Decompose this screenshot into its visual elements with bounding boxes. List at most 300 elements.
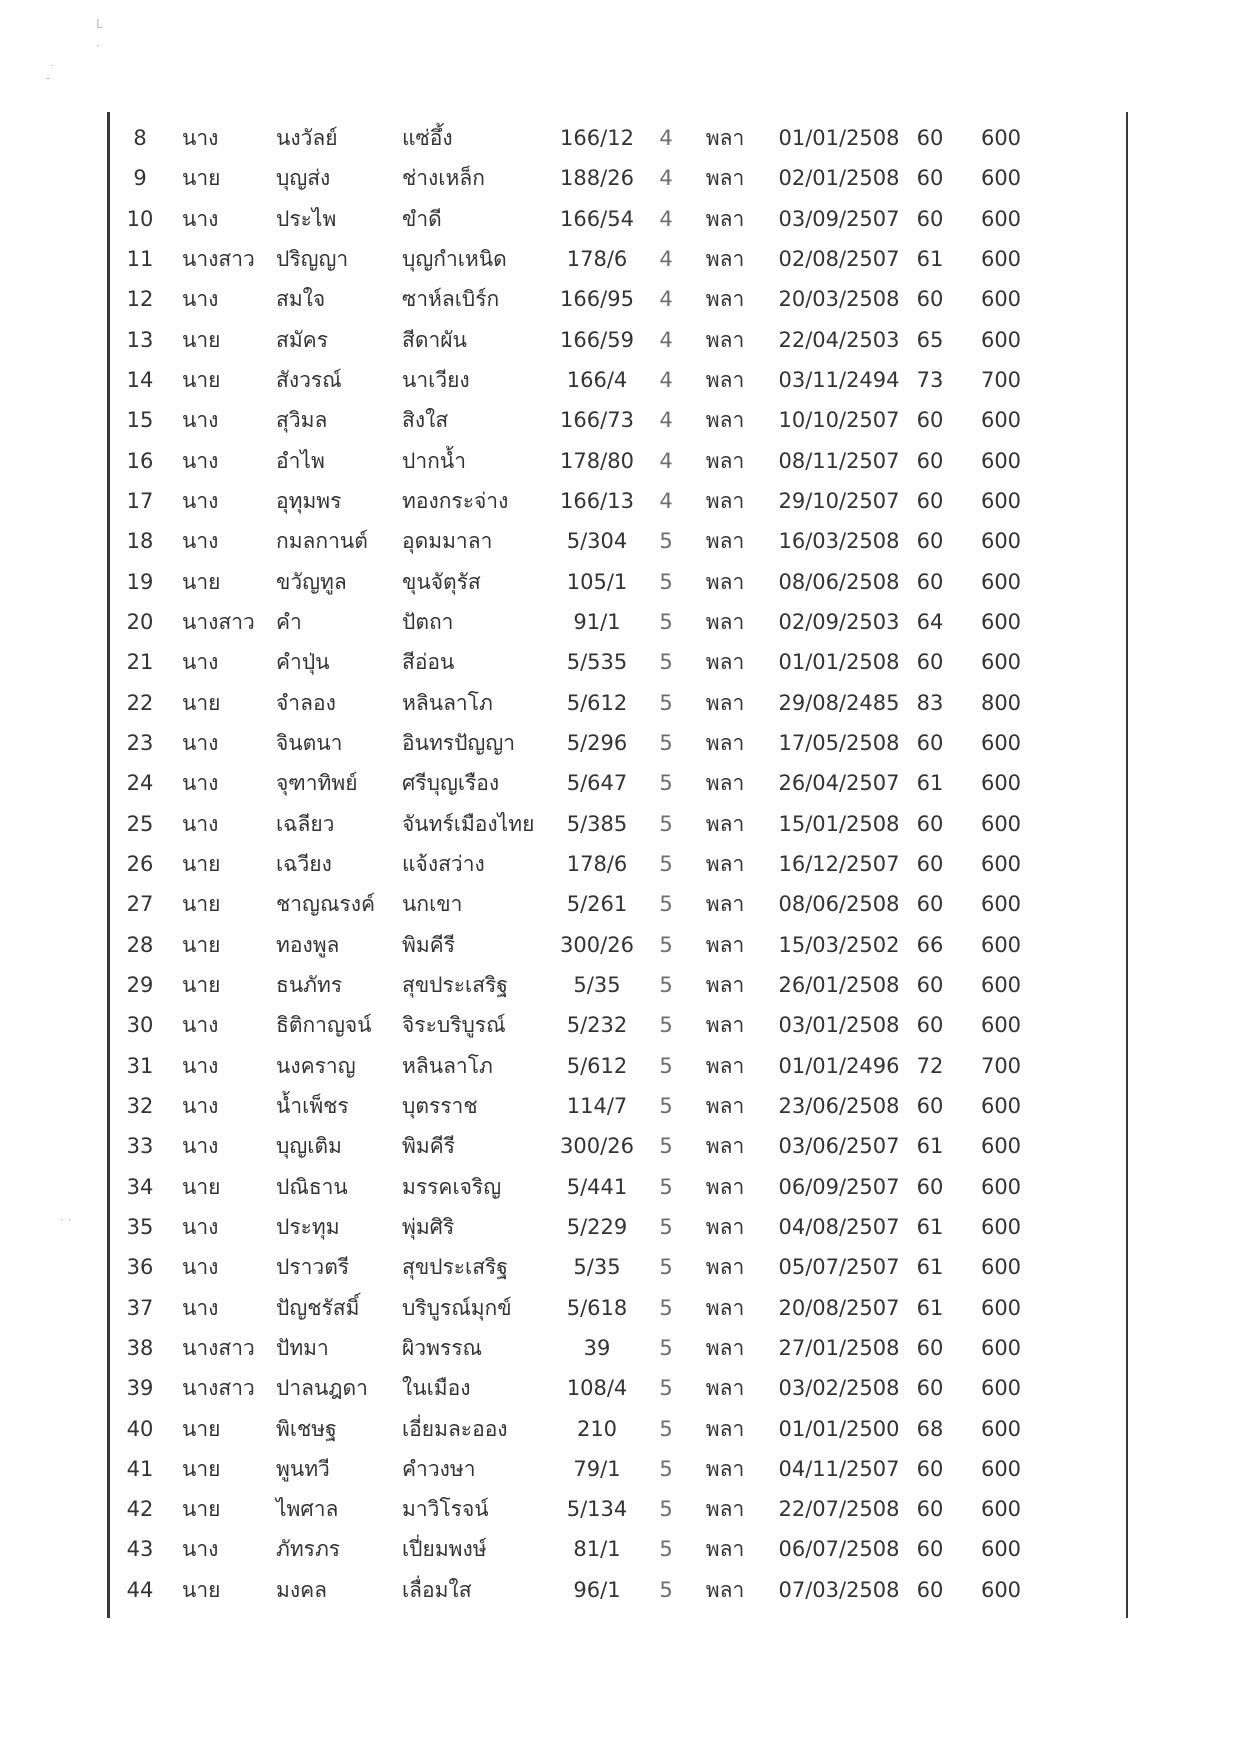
house-number: 5/35 — [573, 1255, 621, 1280]
subdistrict: พลา — [705, 1497, 745, 1522]
first-name: ธิติกาญจน์ — [276, 1013, 372, 1038]
village-number: 5 — [659, 1174, 673, 1199]
allowance-amount: 600 — [980, 972, 1022, 997]
allowance-amount: 700 — [980, 1053, 1022, 1078]
village-number: 5 — [659, 650, 673, 675]
subdistrict: พลา — [705, 1214, 745, 1239]
last-name: บุญกำเหนิด — [402, 246, 507, 271]
village-number: 5 — [659, 811, 673, 836]
age: 60 — [916, 408, 944, 433]
village-number: 4 — [659, 126, 673, 150]
allowance-amount: 800 — [980, 690, 1022, 715]
first-name: คำ — [276, 609, 302, 634]
allowance-amount: 600 — [980, 851, 1022, 876]
table-row — [110, 199, 1126, 239]
house-number: 188/26 — [560, 166, 634, 191]
table-row — [110, 804, 1126, 844]
house-number: 210 — [576, 1416, 618, 1441]
subdistrict: พลา — [705, 1134, 745, 1159]
house-number: 166/59 — [560, 327, 634, 352]
first-name: ปัญชรัสมิ์ — [276, 1295, 360, 1320]
subdistrict: พลา — [705, 327, 745, 352]
name-prefix: นาย — [182, 166, 221, 191]
first-name: พูนทวี — [276, 1456, 330, 1481]
village-number: 5 — [659, 972, 673, 997]
date-of-birth: 03/11/2494 — [778, 367, 900, 392]
table-row — [110, 1409, 1126, 1449]
row-number: 25 — [126, 811, 154, 836]
last-name: สิงใส — [402, 408, 449, 433]
row-number: 29 — [126, 972, 154, 997]
first-name: บุญส่ง — [276, 166, 331, 191]
allowance-amount: 600 — [980, 1295, 1022, 1320]
allowance-amount: 700 — [980, 367, 1022, 392]
village-number: 4 — [659, 488, 673, 513]
allowance-amount: 600 — [980, 650, 1022, 675]
house-number: 300/26 — [560, 1134, 634, 1159]
house-number: 166/13 — [560, 488, 634, 513]
village-number: 4 — [659, 246, 673, 271]
name-prefix: นาง — [182, 1053, 219, 1078]
first-name: เฉวียง — [276, 851, 332, 876]
age: 60 — [916, 1335, 944, 1360]
date-of-birth: 08/11/2507 — [778, 448, 900, 473]
row-number: 15 — [126, 408, 154, 433]
subdistrict: พลา — [705, 206, 745, 231]
allowance-amount: 600 — [980, 1335, 1022, 1360]
age: 61 — [916, 1295, 944, 1320]
row-number: 42 — [126, 1497, 154, 1522]
last-name: ในเมือง — [402, 1376, 471, 1401]
table-row — [110, 1046, 1126, 1086]
first-name: ปาลนฎดา — [276, 1376, 368, 1401]
subdistrict: พลา — [705, 1093, 745, 1118]
village-number: 5 — [659, 892, 673, 917]
name-prefix: นาย — [182, 972, 221, 997]
row-number: 22 — [126, 690, 154, 715]
subdistrict: พลา — [705, 1376, 745, 1401]
house-number: 114/7 — [566, 1093, 628, 1118]
subdistrict: พลา — [705, 166, 745, 191]
date-of-birth: 02/01/2508 — [778, 166, 900, 191]
table-row — [110, 683, 1126, 723]
last-name: ศรีบุญเรือง — [402, 771, 500, 796]
table-row — [110, 1247, 1126, 1287]
row-number: 37 — [126, 1295, 154, 1320]
table-row — [110, 763, 1126, 803]
last-name: บุตรราช — [402, 1093, 478, 1118]
date-of-birth: 03/06/2507 — [778, 1134, 900, 1159]
last-name: ปากน้ำ — [402, 448, 466, 473]
age: 60 — [916, 650, 944, 675]
age: 60 — [916, 730, 944, 755]
table-row — [110, 1529, 1126, 1569]
first-name: ภัทรภร — [276, 1537, 341, 1562]
allowance-amount: 600 — [980, 730, 1022, 755]
subdistrict: พลา — [705, 771, 745, 796]
house-number: 5/261 — [566, 892, 628, 917]
name-prefix: นาง — [182, 1255, 219, 1280]
row-number: 39 — [126, 1376, 154, 1401]
allowance-amount: 600 — [980, 1174, 1022, 1199]
row-number: 13 — [126, 327, 154, 352]
house-number: 5/441 — [566, 1174, 628, 1199]
row-number: 23 — [126, 730, 154, 755]
last-name: พิมคีรี — [402, 1134, 456, 1159]
house-number: 81/1 — [573, 1537, 621, 1562]
first-name: ไพศาล — [276, 1497, 339, 1522]
last-name: พุ่มศิริ — [402, 1214, 455, 1239]
name-prefix: นาง — [182, 730, 219, 755]
table-row — [110, 844, 1126, 884]
village-number: 5 — [659, 1093, 673, 1118]
table-row — [110, 400, 1126, 440]
name-prefix: นาย — [182, 892, 221, 917]
village-number: 5 — [659, 932, 673, 957]
name-prefix: นาง — [182, 408, 219, 433]
age: 68 — [916, 1416, 944, 1441]
allowance-amount: 600 — [980, 932, 1022, 957]
name-prefix: นาง — [182, 287, 219, 312]
date-of-birth: 04/08/2507 — [778, 1214, 900, 1239]
last-name: แจ้งสว่าง — [402, 851, 485, 876]
house-number: 5/618 — [566, 1295, 628, 1320]
house-number: 178/80 — [560, 448, 634, 473]
subdistrict: พลา — [705, 650, 745, 675]
first-name: นงวัลย์ — [276, 126, 338, 150]
date-of-birth: 26/04/2507 — [778, 771, 900, 796]
allowance-amount: 600 — [980, 246, 1022, 271]
table-row — [110, 158, 1126, 198]
row-number: 12 — [126, 287, 154, 312]
row-number: 21 — [126, 650, 154, 675]
first-name: ทองพูล — [276, 932, 340, 957]
house-number: 178/6 — [566, 246, 628, 271]
date-of-birth: 29/10/2507 — [778, 488, 900, 513]
row-number: 27 — [126, 892, 154, 917]
allowance-amount: 600 — [980, 408, 1022, 433]
date-of-birth: 16/12/2507 — [778, 851, 900, 876]
subdistrict: พลา — [705, 1295, 745, 1320]
age: 60 — [916, 1577, 944, 1602]
allowance-amount: 600 — [980, 1376, 1022, 1401]
house-number: 91/1 — [573, 609, 621, 634]
row-number: 14 — [126, 367, 154, 392]
house-number: 5/612 — [566, 690, 628, 715]
name-prefix: นาง — [182, 206, 219, 231]
allowance-amount: 600 — [980, 126, 1022, 150]
village-number: 4 — [659, 448, 673, 473]
date-of-birth: 07/03/2508 — [778, 1577, 900, 1602]
age: 60 — [916, 851, 944, 876]
last-name: คำวงษา — [402, 1456, 476, 1481]
subdistrict: พลา — [705, 851, 745, 876]
age: 60 — [916, 488, 944, 513]
allowance-amount: 600 — [980, 811, 1022, 836]
village-number: 5 — [659, 730, 673, 755]
last-name: ปัตถา — [402, 609, 454, 634]
village-number: 5 — [659, 690, 673, 715]
allowance-amount: 600 — [980, 1497, 1022, 1522]
age: 61 — [916, 771, 944, 796]
date-of-birth: 22/07/2508 — [778, 1497, 900, 1522]
last-name: สุขประเสริฐ — [402, 972, 508, 997]
subdistrict: พลา — [705, 892, 745, 917]
date-of-birth: 26/01/2508 — [778, 972, 900, 997]
table-row — [110, 1570, 1126, 1610]
house-number: 5/232 — [566, 1013, 628, 1038]
table-row — [110, 1167, 1126, 1207]
house-number: 5/229 — [566, 1214, 628, 1239]
last-name: สุขประเสริฐ — [402, 1255, 508, 1280]
subdistrict: พลา — [705, 1577, 745, 1602]
last-name: เปี่ยมพงษ์ — [402, 1537, 487, 1562]
house-number: 5/612 — [566, 1053, 628, 1078]
age: 60 — [916, 811, 944, 836]
table-row — [110, 441, 1126, 481]
allowance-amount: 600 — [980, 1214, 1022, 1239]
name-prefix: นาย — [182, 1577, 221, 1602]
age: 60 — [916, 1537, 944, 1562]
name-prefix: นาย — [182, 327, 221, 352]
village-number: 4 — [659, 408, 673, 433]
name-prefix: นาย — [182, 932, 221, 957]
name-prefix: นาง — [182, 1013, 219, 1038]
village-number: 5 — [659, 1577, 673, 1602]
name-prefix: นาง — [182, 448, 219, 473]
first-name: ประไพ — [276, 206, 337, 231]
house-number: 5/296 — [566, 730, 628, 755]
row-number: 17 — [126, 488, 154, 513]
allowance-amount: 600 — [980, 771, 1022, 796]
last-name: ขำดี — [402, 206, 442, 231]
last-name: สีอ่อน — [402, 650, 455, 675]
last-name: ขุนจัตุรัส — [402, 569, 481, 594]
house-number: 5/385 — [566, 811, 628, 836]
village-number: 5 — [659, 1214, 673, 1239]
house-number: 166/4 — [566, 367, 628, 392]
row-number: 32 — [126, 1093, 154, 1118]
table-row — [110, 1328, 1126, 1368]
age: 60 — [916, 126, 944, 150]
last-name: นาเวียง — [402, 367, 470, 392]
date-of-birth: 29/08/2485 — [778, 690, 900, 715]
village-number: 5 — [659, 1295, 673, 1320]
row-number: 10 — [126, 206, 154, 231]
subdistrict: พลา — [705, 609, 745, 634]
age: 83 — [916, 690, 944, 715]
table-row — [110, 320, 1126, 360]
date-of-birth: 01/01/2508 — [778, 650, 900, 675]
table-row — [110, 118, 1126, 158]
row-number: 9 — [133, 166, 147, 191]
allowance-amount: 600 — [980, 327, 1022, 352]
row-number: 34 — [126, 1174, 154, 1199]
table-row — [110, 360, 1126, 400]
row-number: 18 — [126, 529, 154, 554]
row-number: 16 — [126, 448, 154, 473]
table-row — [110, 1489, 1126, 1529]
allowance-amount: 600 — [980, 287, 1022, 312]
name-prefix: นาง — [182, 650, 219, 675]
age: 73 — [916, 367, 944, 392]
age: 60 — [916, 448, 944, 473]
row-number: 40 — [126, 1416, 154, 1441]
age: 66 — [916, 932, 944, 957]
date-of-birth: 08/06/2508 — [778, 569, 900, 594]
date-of-birth: 06/07/2508 — [778, 1537, 900, 1562]
date-of-birth: 17/05/2508 — [778, 730, 900, 755]
subdistrict: พลา — [705, 972, 745, 997]
name-prefix: นาง — [182, 1295, 219, 1320]
date-of-birth: 02/09/2503 — [778, 609, 900, 634]
first-name: เฉลียว — [276, 811, 335, 836]
house-number: 5/535 — [566, 650, 628, 675]
allowance-amount: 600 — [980, 892, 1022, 917]
first-name: บุญเติม — [276, 1134, 342, 1159]
village-number: 4 — [659, 166, 673, 191]
last-name: อินทรปัญญา — [402, 730, 515, 755]
subdistrict: พลา — [705, 1335, 745, 1360]
last-name: หลินลาโภ — [402, 690, 493, 715]
table-row — [110, 884, 1126, 924]
first-name: ประทุม — [276, 1214, 340, 1239]
name-prefix: นาย — [182, 1174, 221, 1199]
last-name: เอี่ยมละออง — [402, 1416, 508, 1441]
name-prefix: นาง — [182, 1214, 219, 1239]
first-name: สมัคร — [276, 327, 328, 352]
allowance-amount: 600 — [980, 1013, 1022, 1038]
table-row — [110, 602, 1126, 642]
age: 60 — [916, 972, 944, 997]
house-number: 79/1 — [573, 1456, 621, 1481]
date-of-birth: 20/08/2507 — [778, 1295, 900, 1320]
first-name: พิเชษฐ — [276, 1416, 337, 1441]
table-row — [110, 925, 1126, 965]
first-name: ปณิธาน — [276, 1174, 348, 1199]
date-of-birth: 01/01/2508 — [778, 126, 900, 150]
house-number: 166/12 — [560, 126, 634, 150]
age: 60 — [916, 166, 944, 191]
date-of-birth: 03/01/2508 — [778, 1013, 900, 1038]
last-name: อุดมมาลา — [402, 529, 493, 554]
row-number: 41 — [126, 1456, 154, 1481]
name-prefix: นาย — [182, 690, 221, 715]
subdistrict: พลา — [705, 1174, 745, 1199]
name-prefix: นางสาว — [182, 1376, 255, 1401]
first-name: ปริญญา — [276, 246, 349, 271]
subdistrict: พลา — [705, 1255, 745, 1280]
house-number: 96/1 — [573, 1577, 621, 1602]
name-prefix: นาง — [182, 1093, 219, 1118]
date-of-birth: 02/08/2507 — [778, 246, 900, 271]
allowance-amount: 600 — [980, 1134, 1022, 1159]
village-number: 5 — [659, 1376, 673, 1401]
table-row — [110, 1086, 1126, 1126]
row-number: 33 — [126, 1134, 154, 1159]
subdistrict: พลา — [705, 1537, 745, 1562]
row-number: 26 — [126, 851, 154, 876]
house-number: 39 — [583, 1335, 611, 1360]
allowance-amount: 600 — [980, 529, 1022, 554]
age: 64 — [916, 609, 944, 634]
name-prefix: นางสาว — [182, 246, 255, 271]
first-name: ธนภัทร — [276, 972, 343, 997]
name-prefix: นาง — [182, 529, 219, 554]
village-number: 5 — [659, 771, 673, 796]
village-number: 5 — [659, 569, 673, 594]
table-right-border — [1126, 112, 1128, 1618]
name-prefix: นาง — [182, 811, 219, 836]
house-number: 178/6 — [566, 851, 628, 876]
village-number: 5 — [659, 851, 673, 876]
date-of-birth: 23/06/2508 — [778, 1093, 900, 1118]
row-number: 35 — [126, 1214, 154, 1239]
allowance-amount: 600 — [980, 166, 1022, 191]
last-name: ทองกระจ่าง — [402, 488, 509, 513]
first-name: คำปุ่น — [276, 650, 330, 675]
row-number: 36 — [126, 1255, 154, 1280]
date-of-birth: 01/01/2496 — [778, 1053, 900, 1078]
table-row — [110, 1368, 1126, 1408]
last-name: เลื่อมใส — [402, 1577, 472, 1602]
village-number: 5 — [659, 1134, 673, 1159]
village-number: 4 — [659, 206, 673, 231]
village-number: 5 — [659, 1335, 673, 1360]
first-name: ขวัญทูล — [276, 569, 347, 594]
date-of-birth: 01/01/2500 — [778, 1416, 900, 1441]
subdistrict: พลา — [705, 1456, 745, 1481]
subdistrict: พลา — [705, 488, 745, 513]
age: 60 — [916, 1093, 944, 1118]
age: 61 — [916, 1134, 944, 1159]
date-of-birth: 27/01/2508 — [778, 1335, 900, 1360]
house-number: 300/26 — [560, 932, 634, 957]
allowance-amount: 600 — [980, 1456, 1022, 1481]
subdistrict: พลา — [705, 1053, 745, 1078]
village-number: 4 — [659, 327, 673, 352]
name-prefix: นาย — [182, 851, 221, 876]
last-name: บริบูรณ์มุกข์ — [402, 1295, 512, 1320]
date-of-birth: 05/07/2507 — [778, 1255, 900, 1280]
first-name: นงคราญ — [276, 1053, 356, 1078]
age: 60 — [916, 287, 944, 312]
last-name: พิมคีรี — [402, 932, 456, 957]
row-number: 8 — [133, 126, 147, 150]
subdistrict: พลา — [705, 932, 745, 957]
allowance-amount: 600 — [980, 1537, 1022, 1562]
row-number: 44 — [126, 1577, 154, 1602]
name-prefix: นาย — [182, 1497, 221, 1522]
allowance-amount: 600 — [980, 488, 1022, 513]
subdistrict: พลา — [705, 690, 745, 715]
first-name: อำไพ — [276, 448, 325, 473]
last-name: จันทร์เมืองไทย — [402, 811, 535, 836]
date-of-birth: 16/03/2508 — [778, 529, 900, 554]
age: 61 — [916, 1255, 944, 1280]
table-row — [110, 239, 1126, 279]
row-number: 19 — [126, 569, 154, 594]
row-number: 11 — [126, 246, 154, 271]
age: 60 — [916, 1174, 944, 1199]
first-name: น้ำเพ็ชร — [276, 1093, 349, 1118]
date-of-birth: 03/02/2508 — [778, 1376, 900, 1401]
subdistrict: พลา — [705, 1416, 745, 1441]
allowance-amount: 600 — [980, 609, 1022, 634]
date-of-birth: 04/11/2507 — [778, 1456, 900, 1481]
row-number: 28 — [126, 932, 154, 957]
subdistrict: พลา — [705, 529, 745, 554]
